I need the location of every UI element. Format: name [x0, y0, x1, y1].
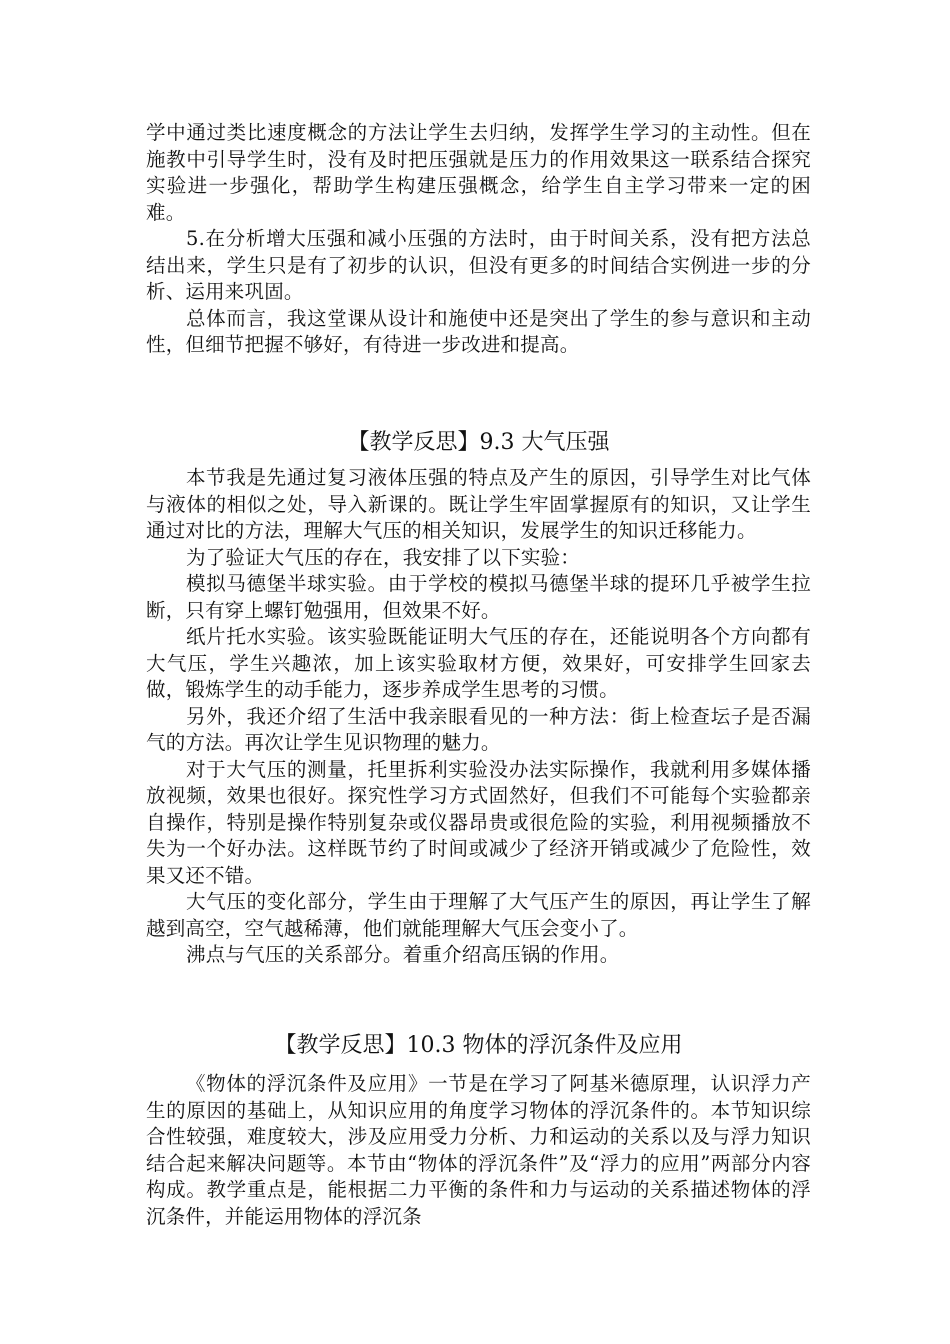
paragraph: 大气压的变化部分，学生由于理解了大气压产生的原因，再让学生了解越到高空，空气越稀薄，他们就能理解大气压会变小了。	[146, 890, 811, 940]
paragraph: 总体而言，我这堂课从设计和施使中还是突出了学生的参与意识和主动性，但细节把握不够好，有待进一步改进和提高。	[146, 306, 811, 356]
section-title-floating-sinking: 【教学反思】10.3 物体的浮沉条件及应用	[274, 1033, 683, 1058]
paragraph: 为了验证大气压的存在，我安排了以下实验：	[186, 545, 581, 569]
paragraph: 沸点与气压的关系部分。着重介绍高压锅的作用。	[186, 943, 620, 966]
paragraph: 《物体的浮沉条件及应用》一节是在学习了阿基米德原理，认识浮力产生的原因的基础上，从知识应用的角度学习物体的浮沉条件的。本节知识综合性较强，难度较大，涉及应用受力分析、力和运动的关系以及与浮力知识结合起来解决问题等。本节由“物体的浮沉条件”及“浮力的应用”两部分内容构成。教学重点是，能根据二力平衡的条件和力与运动的关系描述物体的浮沉条件，并能运用物体的浮沉条	[146, 1072, 811, 1228]
section-atmospheric-pressure	[146, 465, 811, 969]
paragraph: 另外，我还介绍了生活中我亲眼看见的一种方法：街上检查坛子是否漏气的方法。再次让学生见识物理的魅力。	[146, 704, 811, 754]
paragraph: 纸片托水实验。该实验既能证明大气压的存在，还能说明各个方向都有大气压，学生兴趣浓，加上该实验取材方便，效果好，可安排学生回家去做，锻炼学生的动手能力，逐步养成学生思考的习惯。	[146, 625, 811, 701]
paragraph: 对于大气压的测量，托里拆利实验没办法实际操作，我就利用多媒体播放视频，效果也很好。探究性学习方式固然好，但我们不可能每个实验都亲自操作，特别是操作特别复杂或仪器昂贵或很危险的实验，利用视频播放不失为一个好办法。这样既节约了时间或减少了经济开销或减少了危险性，效果又还不错。	[146, 757, 811, 887]
paragraph: 本节我是先通过复习液体压强的特点及产生的原因，引导学生对比气体与液体的相似之处，导入新课的。既让学生牢固掌握原有的知识，又让学生通过对比的方法，理解大气压的相关知识，发展学生的知识迁移能力。	[146, 466, 811, 542]
section-title-atmospheric-pressure: 【教学反思】9.3 大气压强	[347, 430, 610, 455]
paragraph: 学中通过类比速度概念的方法让学生去归纳，发挥学生学习的主动性。但在施教中引导学生时，没有及时把压强就是压力的作用效果这一联系结合探究实验进一步强化，帮助学生构建压强概念，给学生自主学习带来一定的困难。	[146, 121, 811, 224]
section-previous-reflection	[146, 120, 811, 359]
section-floating-sinking	[146, 1071, 811, 1230]
paragraph: 模拟马德堡半球实验。由于学校的模拟马德堡半球的提环几乎被学生拉断，只有穿上螺钉勉强用，但效果不好。	[146, 572, 811, 622]
paragraph: 5.在分析增大压强和减小压强的方法时，由于时间关系，没有把方法总结出来，学生只是有了初步的认识，但没有更多的时间结合实例进一步的分析、运用来巩固。	[146, 227, 811, 303]
